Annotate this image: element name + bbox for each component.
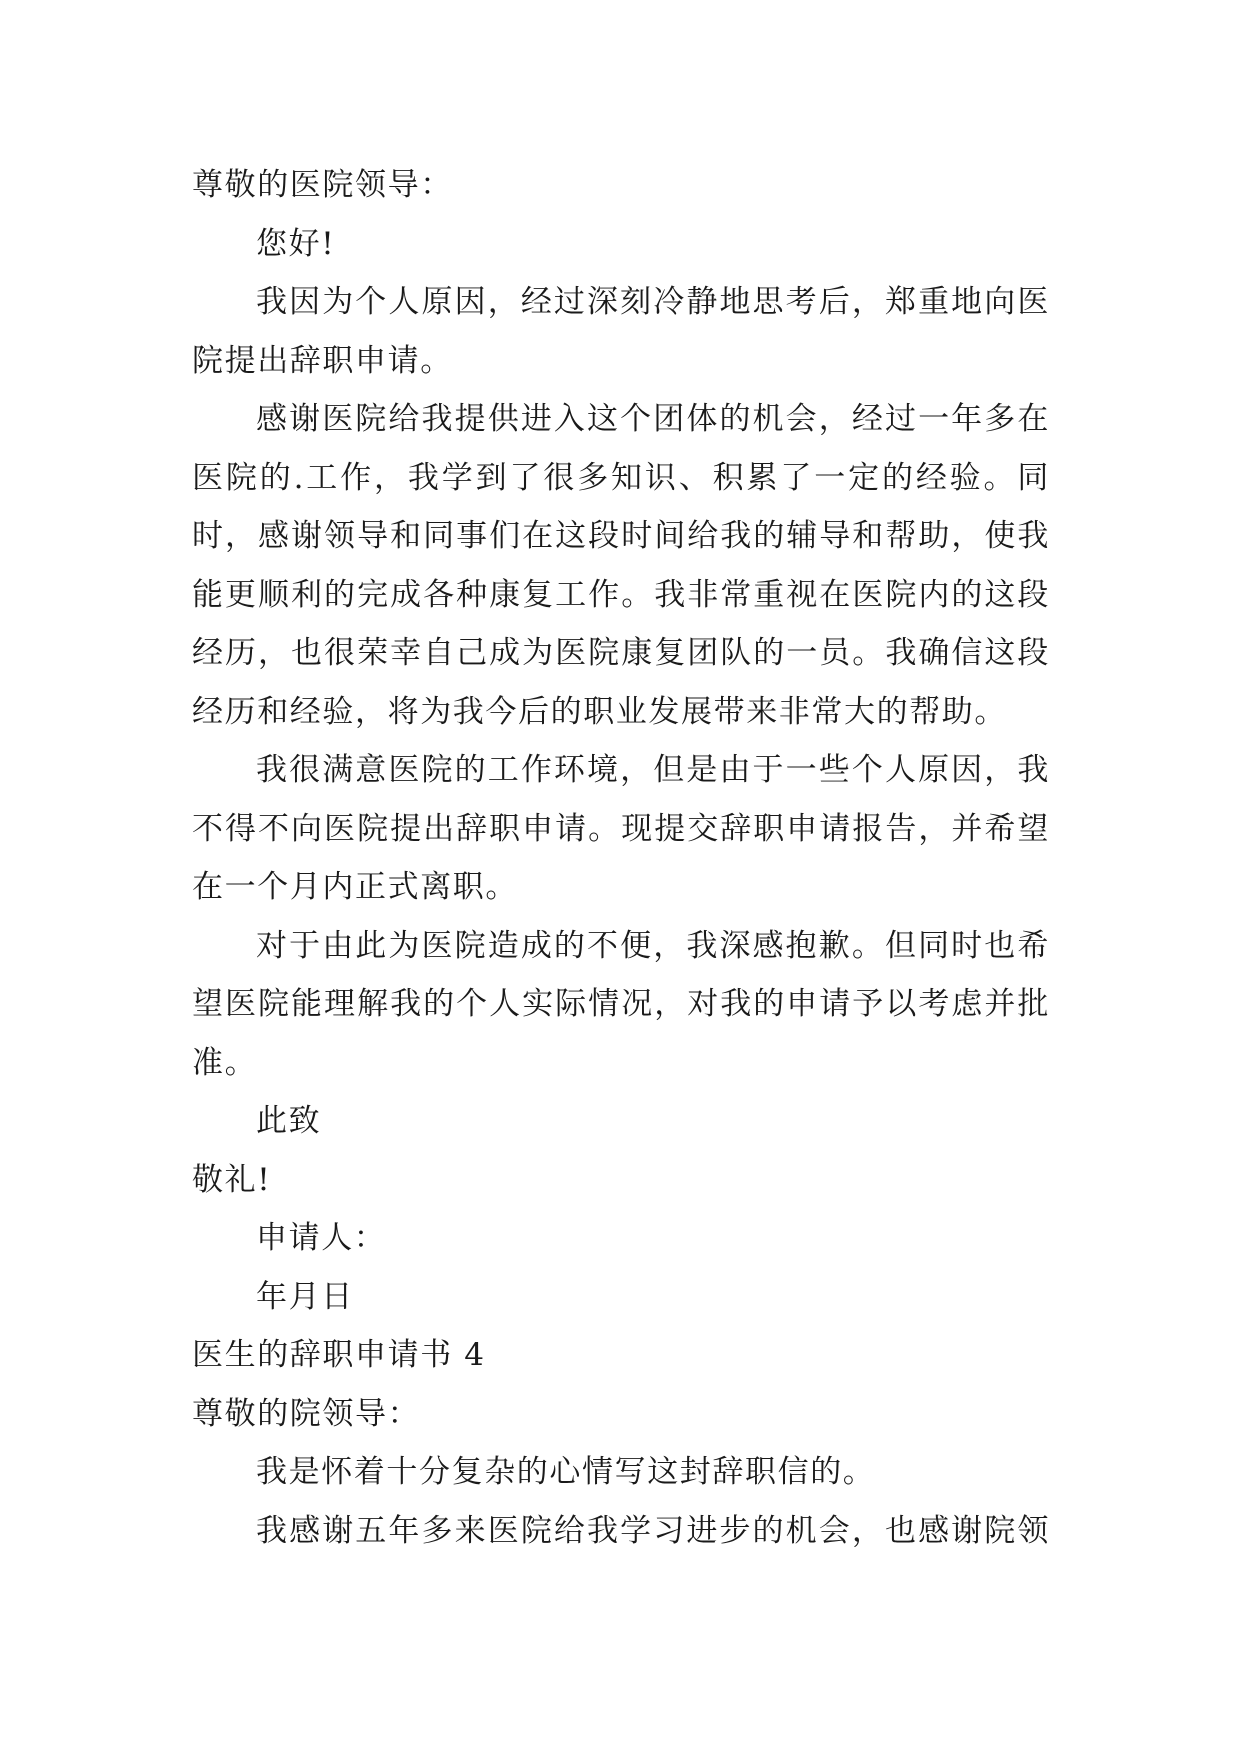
paragraph-2-line: 时，感谢领导和同事们在这段时间给我的辅导和帮助，使我 <box>192 518 1050 554</box>
applicant-label: 申请人： <box>256 1220 387 1256</box>
section-heading: 医生的辞职申请书 4 <box>192 1337 486 1373</box>
paragraph-5-line: 我是怀着十分复杂的心情写这封辞职信的。 <box>256 1454 876 1490</box>
paragraph-3-line: 在一个月内正式离职。 <box>192 869 518 905</box>
paragraph-4-line: 对于由此为医院造成的不便，我深感抱歉。但同时也希 <box>256 927 1050 964</box>
closing-jingli: 敬礼! <box>192 1161 272 1198</box>
paragraph-1-line: 我因为个人原因，经过深刻冷静地思考后，郑重地向医 <box>256 284 1050 320</box>
paragraph-1-line: 院提出辞职申请。 <box>192 342 453 379</box>
paragraph-2-line: 感谢医院给我提供进入这个团体的机会，经过一年多在 <box>256 401 1050 437</box>
salutation-2: 尊敬的院领导： <box>192 1395 421 1432</box>
paragraph-4-line: 望医院能理解我的个人实际情况，对我的申请予以考虑并批 <box>192 986 1050 1022</box>
paragraph-2-line: 经历和经验，将为我今后的职业发展带来非常大的帮助。 <box>192 693 1007 730</box>
salutation-1: 尊敬的医院领导： <box>192 167 453 203</box>
paragraph-6-line: 我感谢五年多来医院给我学习进步的机会，也感谢院领 <box>256 1512 1050 1549</box>
paragraph-2-line: 能更顺利的完成各种康复工作。我非常重视在医院内的这段 <box>192 576 1050 613</box>
paragraph-3-line: 不得不向医院提出辞职申请。现提交辞职申请报告，并希望 <box>192 810 1050 847</box>
paragraph-2-line: 经历，也很荣幸自己成为医院康复团队的一员。我确信这段 <box>192 635 1050 671</box>
closing-cizhi: 此致 <box>256 1103 322 1139</box>
letter-body <box>192 156 1050 1560</box>
date-label: 年月日 <box>256 1278 354 1315</box>
greeting: 您好! <box>256 225 336 262</box>
paragraph-4-line: 准。 <box>192 1044 258 1081</box>
paragraph-2-line: 医院的.工作，我学到了很多知识、积累了一定的经验。同 <box>192 459 1050 496</box>
paragraph-3-line: 我很满意医院的工作环境，但是由于一些个人原因，我 <box>256 752 1050 788</box>
